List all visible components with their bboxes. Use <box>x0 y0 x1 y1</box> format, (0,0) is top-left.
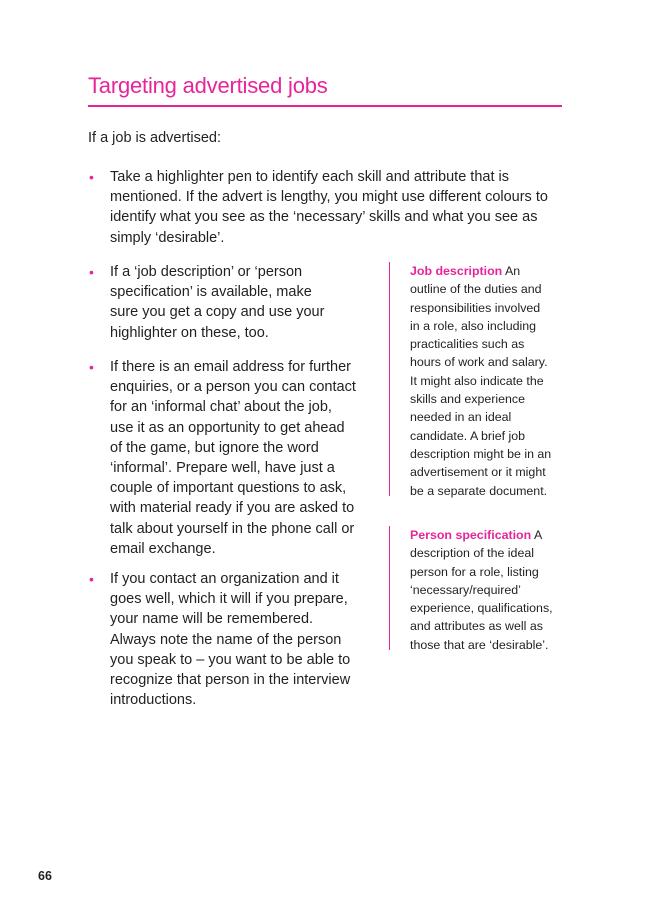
bullet-marker: • <box>89 571 94 587</box>
bullet-text: If there is an email address for further enquiries, or a person you can contact for an ‘informal chat’ about the job, use it as an opportunity to get ahead of the game, but ignore the word ‘informal’. Prepare well, have just a couple of important questions to ask, with material ready if you are asked to talk about yourself in the phone call or email exchange. <box>110 359 356 557</box>
section-title: Targeting advertised jobs <box>88 73 328 98</box>
intro-text: If a job is advertised: <box>88 130 221 146</box>
definition-term: Job description <box>410 264 503 278</box>
bullet-text: If you contact an organization and it goes well, which it will if you prepare, your name will be remembered. Always note the name of the person you speak to – you want to be able to recognize that person in the interview introductions. <box>110 571 351 709</box>
bullet-item-4 <box>88 569 368 710</box>
definition-term: Person specification <box>410 528 532 542</box>
bullet-item-1 <box>88 167 562 248</box>
sidebar-definition-job-description: Job description An outline of the duties and responsibilities involved in a role, also including practicalities such as hours of work and salary. It might also indicate the skills and experience needed in an ideal candidate. A brief job description might be in an advertisement or it might be a separate document. <box>389 262 562 496</box>
bullet-item-3 <box>88 357 368 559</box>
bullet-text: If a ‘job description’ or ‘person specification’ is available, make sure you get a copy and use your highlighter on these, too. <box>110 264 325 341</box>
bullet-marker: • <box>89 169 94 185</box>
page-number: 66 <box>38 869 52 883</box>
bullet-marker: • <box>89 359 94 375</box>
bullet-marker: • <box>89 264 94 280</box>
bullet-item-2 <box>88 262 368 343</box>
title-rule <box>88 105 562 107</box>
sidebar-definition-person-specification: Person specification A description of the ideal person for a role, listing ‘necessary/required’ experience, qualifications, and attributes as well as those that are ‘desirable’. <box>389 526 562 650</box>
bullet-text: Take a highlighter pen to identify each skill and attribute that is mentioned. If the advert is lengthy, you might use different colours to identify what you see as the ‘necessary’ skills and what you see as simply ‘desirable’. <box>110 169 548 246</box>
